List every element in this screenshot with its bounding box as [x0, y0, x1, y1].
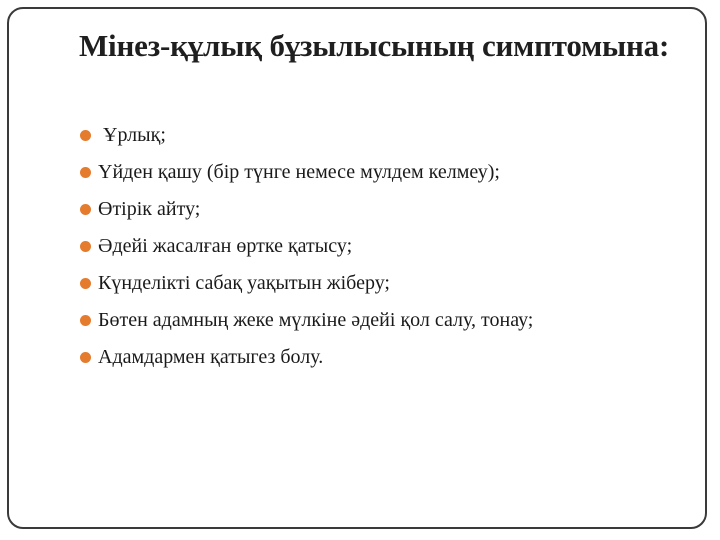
- list-item: [80, 265, 533, 302]
- list-item: [80, 154, 533, 191]
- bullet-list: [80, 117, 533, 376]
- list-item: [80, 117, 533, 154]
- list-item: [80, 339, 533, 376]
- bullet-text: Адамдармен қатыгез болу.: [98, 346, 324, 368]
- list-item: [80, 191, 533, 228]
- slide-title: Мінез-құлық бұзылысының симптомына:: [79, 28, 670, 63]
- bullet-dot-icon: [80, 315, 91, 326]
- bullet-dot-icon: [80, 204, 91, 215]
- bullet-dot-icon: [80, 278, 91, 289]
- bullet-dot-icon: [80, 352, 91, 363]
- bullet-text: Ұрлық;: [98, 124, 166, 146]
- list-item: [80, 302, 533, 339]
- bullet-text: Бөтен адамның жеке мүлкіне әдейі қол салу, тонау;: [98, 309, 534, 331]
- list-item: [80, 228, 533, 265]
- bullet-dot-icon: [80, 241, 91, 252]
- bullet-text: Өтірік айту;: [98, 198, 201, 220]
- bullet-dot-icon: [80, 167, 91, 178]
- bullet-text: Үйден қашу (бір түнге немесе мулдем келмеу);: [98, 161, 500, 183]
- bullet-text: Әдейі жасалған өртке қатысу;: [98, 235, 353, 257]
- bullet-text: Күнделікті сабақ уақытын жіберу;: [98, 272, 390, 294]
- bullet-dot-icon: [80, 130, 91, 141]
